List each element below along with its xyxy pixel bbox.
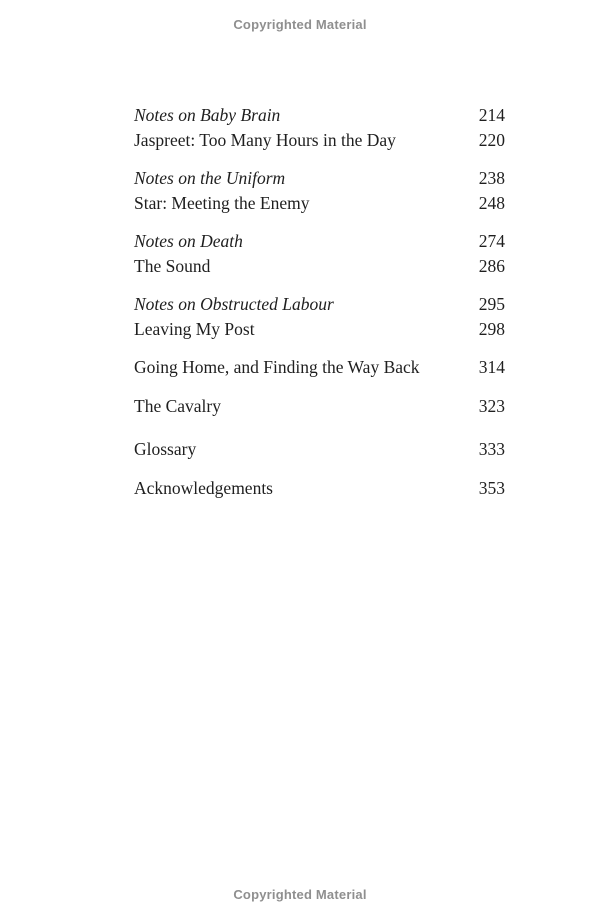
toc-entry-title: Going Home, and Finding the Way Back [134, 357, 420, 377]
toc-entry-page: 323 [478, 395, 505, 416]
toc-entry [134, 103, 505, 128]
toc-group [134, 476, 505, 501]
toc-group [134, 229, 505, 278]
toc-entry [134, 229, 505, 254]
toc-group [134, 355, 505, 380]
toc-entry-page: 238 [478, 168, 505, 188]
toc-entry [134, 476, 505, 501]
toc-entry [134, 128, 505, 153]
toc-entry-page: 353 [478, 477, 505, 498]
toc-entry-title: Leaving My Post [134, 318, 255, 339]
toc-entry-title: Glossary [134, 439, 197, 459]
toc-entry [134, 191, 505, 216]
toc-entry-page: 274 [478, 231, 505, 251]
toc-group [134, 103, 505, 152]
toc-entry [134, 292, 505, 317]
toc-group [134, 166, 505, 215]
toc-entry [134, 166, 505, 191]
copyright-notice-top: Copyrighted Material [233, 17, 367, 32]
toc-entry-title: Notes on Death [134, 231, 243, 251]
toc-entry-page: 333 [478, 439, 505, 459]
toc-entry-page: 295 [478, 294, 505, 314]
toc-entry-page: 214 [478, 105, 505, 125]
toc-entry-title: The Sound [134, 255, 211, 276]
toc-entry-title: Notes on the Uniform [134, 168, 286, 188]
copyright-notice-bottom: Copyrighted Material [233, 887, 367, 902]
toc-entry-title: The Cavalry [134, 395, 221, 416]
toc-entry-page: 298 [478, 318, 505, 339]
toc-group [134, 394, 505, 419]
toc-entry [134, 355, 505, 380]
toc-entry-title: Acknowledgements [134, 477, 273, 498]
toc-entry [134, 254, 505, 279]
toc-group [134, 292, 505, 341]
table-of-contents [134, 103, 505, 514]
toc-entry [134, 394, 505, 419]
toc-entry [134, 317, 505, 342]
toc-entry-title: Star: Meeting the Enemy [134, 192, 310, 213]
toc-entry-title: Notes on Baby Brain [134, 105, 281, 125]
toc-entry-page: 220 [478, 129, 505, 150]
toc-entry-page: 248 [478, 192, 505, 213]
toc-entry-page: 286 [478, 255, 505, 276]
toc-entry [134, 437, 505, 462]
toc-entry-title: Jaspreet: Too Many Hours in the Day [134, 129, 396, 150]
toc-group [134, 437, 505, 462]
toc-entry-page: 314 [478, 357, 505, 377]
toc-entry-title: Notes on Obstructed Labour [134, 294, 334, 314]
